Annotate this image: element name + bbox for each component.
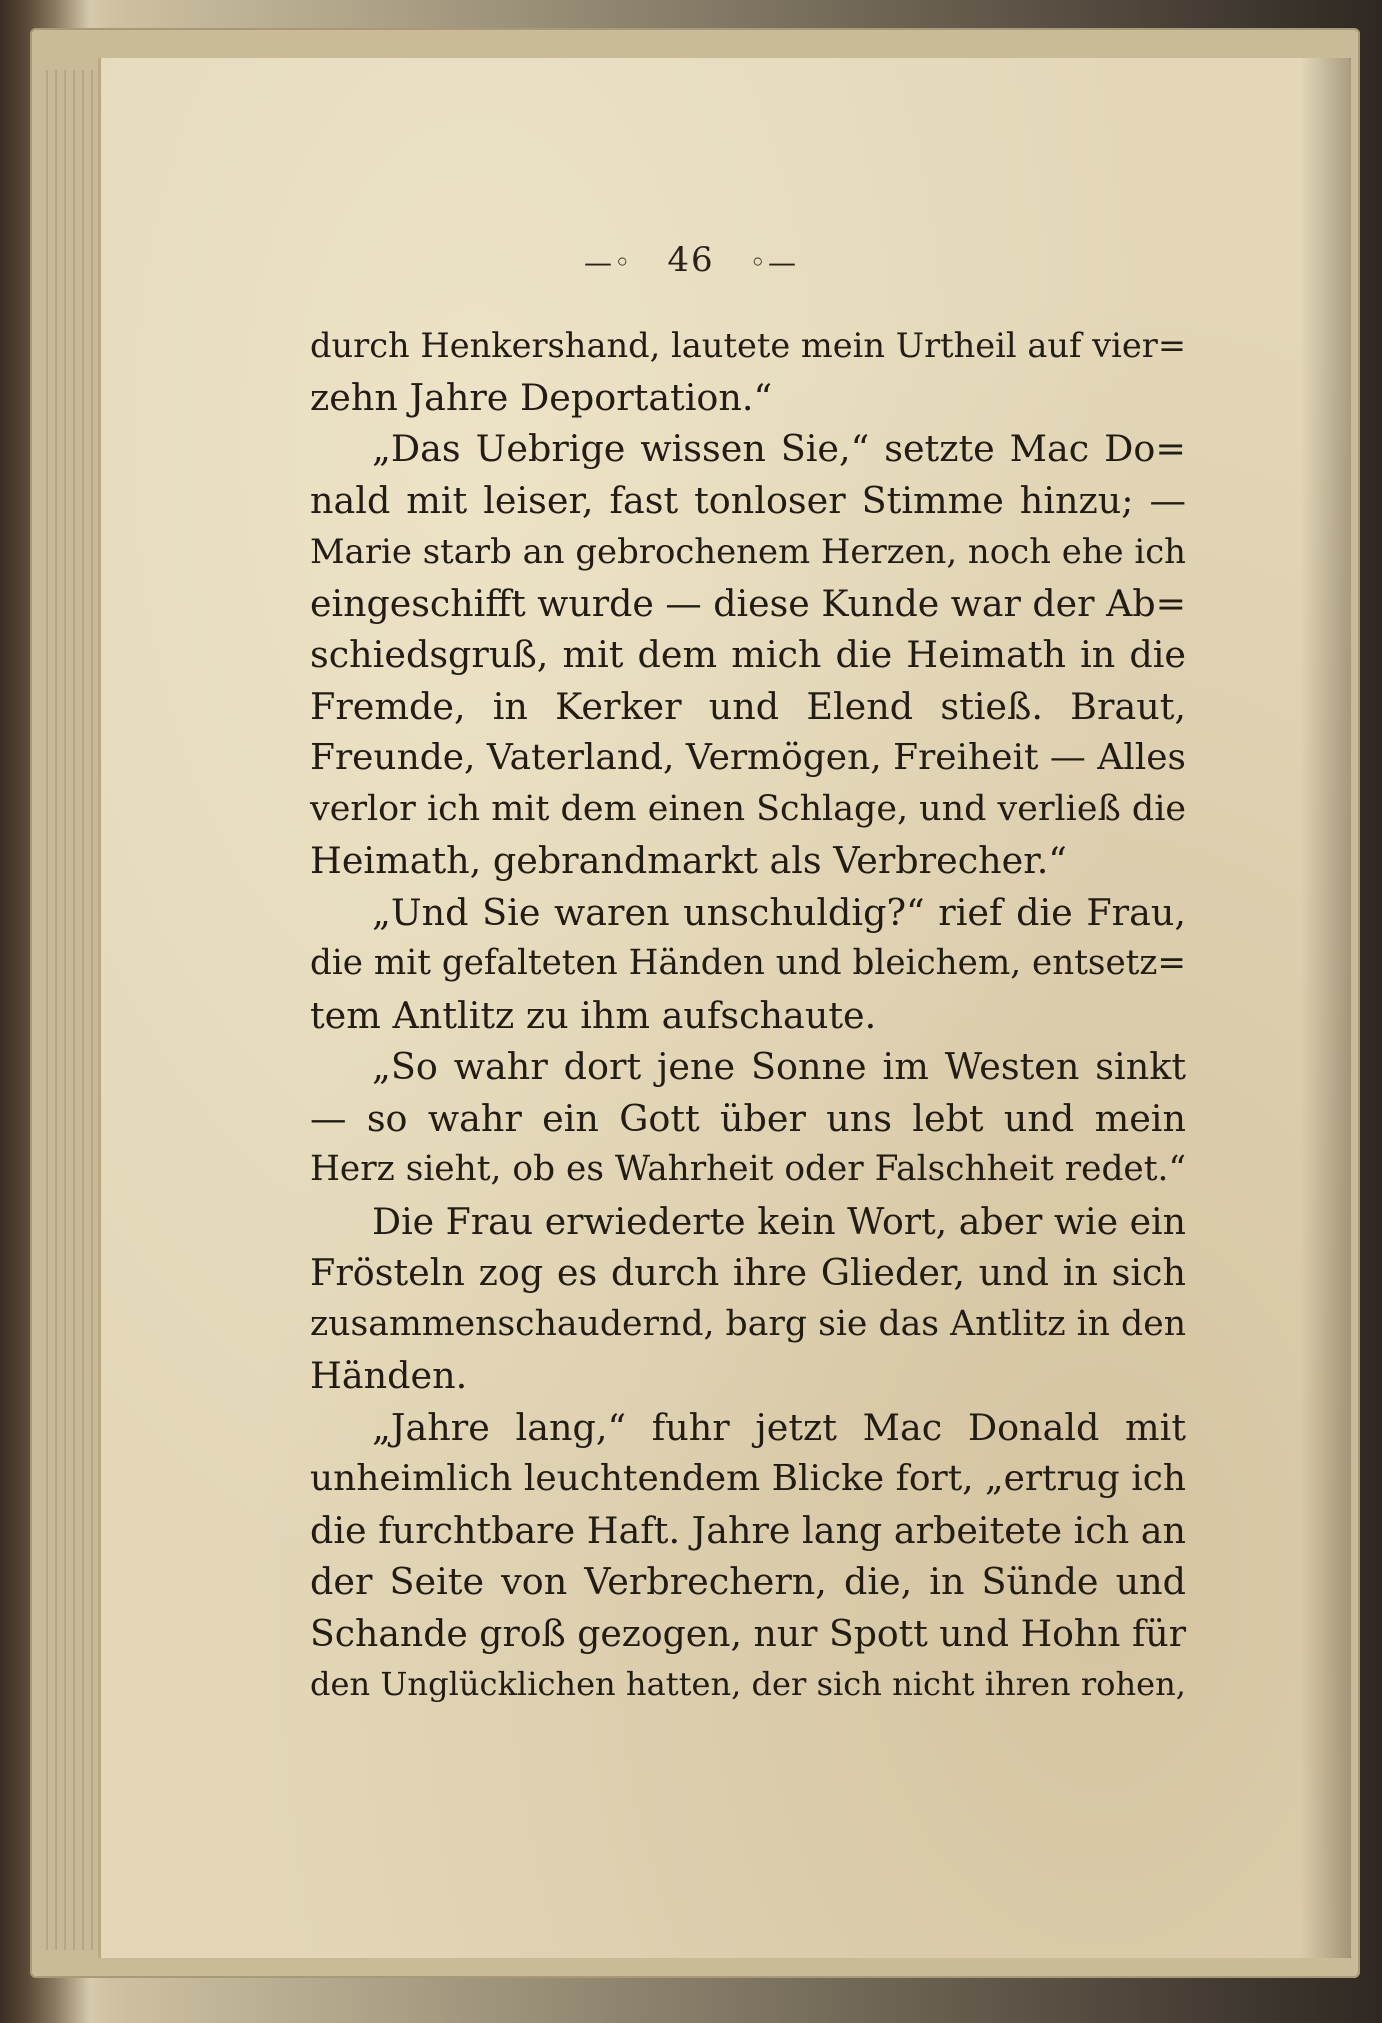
text-line: „So wahr dort jene Sonne im Westen sinkt bbox=[372, 1045, 1186, 1088]
text-line: Fremde, in Kerker und Elend stieß. Braut, bbox=[310, 684, 1186, 728]
text-line: Marie starb an gebrochenem Herzen, noch ehe ich bbox=[310, 532, 1186, 571]
text-line: unheimlich leuchtendem Blicke fort, „ertrug ich bbox=[310, 1458, 1186, 1499]
page-body-text bbox=[310, 320, 1186, 1711]
text-line: zehn Jahre Deportation.“ bbox=[310, 375, 773, 419]
page-gutter-shadow bbox=[1301, 58, 1351, 1958]
text-line: die mit gefalteten Händen und bleichem, entsetz= bbox=[310, 943, 1186, 983]
text-line: Heimath, gebrandmarkt als Verbrecher.“ bbox=[310, 839, 1067, 882]
text-line: Händen. bbox=[310, 1354, 468, 1397]
text-line: Schande groß gezogen, nur Spott und Hohn für bbox=[310, 1611, 1186, 1655]
page-number: 46 bbox=[667, 240, 715, 280]
text-line: die furchtbare Haft. Jahre lang arbeitete ich an bbox=[310, 1508, 1186, 1552]
text-line: durch Henkershand, lautete mein Urtheil auf vier= bbox=[310, 326, 1187, 365]
header-ornament-left: —◦ bbox=[584, 245, 633, 279]
text-line: verlor ich mit dem einen Schlage, und verließ die bbox=[310, 788, 1186, 829]
page-edges bbox=[40, 70, 100, 1950]
text-line: „Das Uebrige wissen Sie,“ setzte Mac Do= bbox=[372, 427, 1186, 470]
text-line: „Und Sie waren unschuldig?“ rief die Frau, bbox=[372, 890, 1186, 934]
text-line: „Jahre lang,“ fuhr jetzt Mac Donald mit bbox=[372, 1405, 1186, 1449]
text-line: Herz sieht, ob es Wahrheit oder Falschheit redet.“ bbox=[310, 1149, 1186, 1189]
text-line: eingeschifft wurde — diese Kunde war der Ab= bbox=[310, 581, 1187, 625]
header-ornament-right: ◦— bbox=[749, 245, 798, 279]
text-line: tem Antlitz zu ihm aufschaute. bbox=[310, 993, 877, 1037]
text-line: Frösteln zog es durch ihre Glieder, und in sich bbox=[310, 1251, 1186, 1294]
text-line: nald mit leiser, fast tonloser Stimme hinzu; — bbox=[310, 478, 1186, 522]
text-line: den Unglücklichen hatten, der sich nicht ihren rohen, bbox=[310, 1665, 1186, 1703]
text-line: der Seite von Verbrechern, die, in Sünde und bbox=[310, 1560, 1186, 1603]
text-line: schiedsgruß, mit dem mich die Heimath in die bbox=[310, 633, 1186, 676]
text-line: Freunde, Vaterland, Vermögen, Freiheit — Alles bbox=[310, 737, 1186, 778]
text-line: zusammenschaudernd, barg sie das Antlitz in den bbox=[310, 1303, 1186, 1344]
text-line: — so wahr ein Gott über uns lebt und mein bbox=[310, 1096, 1186, 1140]
page-header bbox=[0, 240, 1382, 280]
text-line: Die Frau erwiederte kein Wort, aber wie ein bbox=[372, 1199, 1186, 1243]
